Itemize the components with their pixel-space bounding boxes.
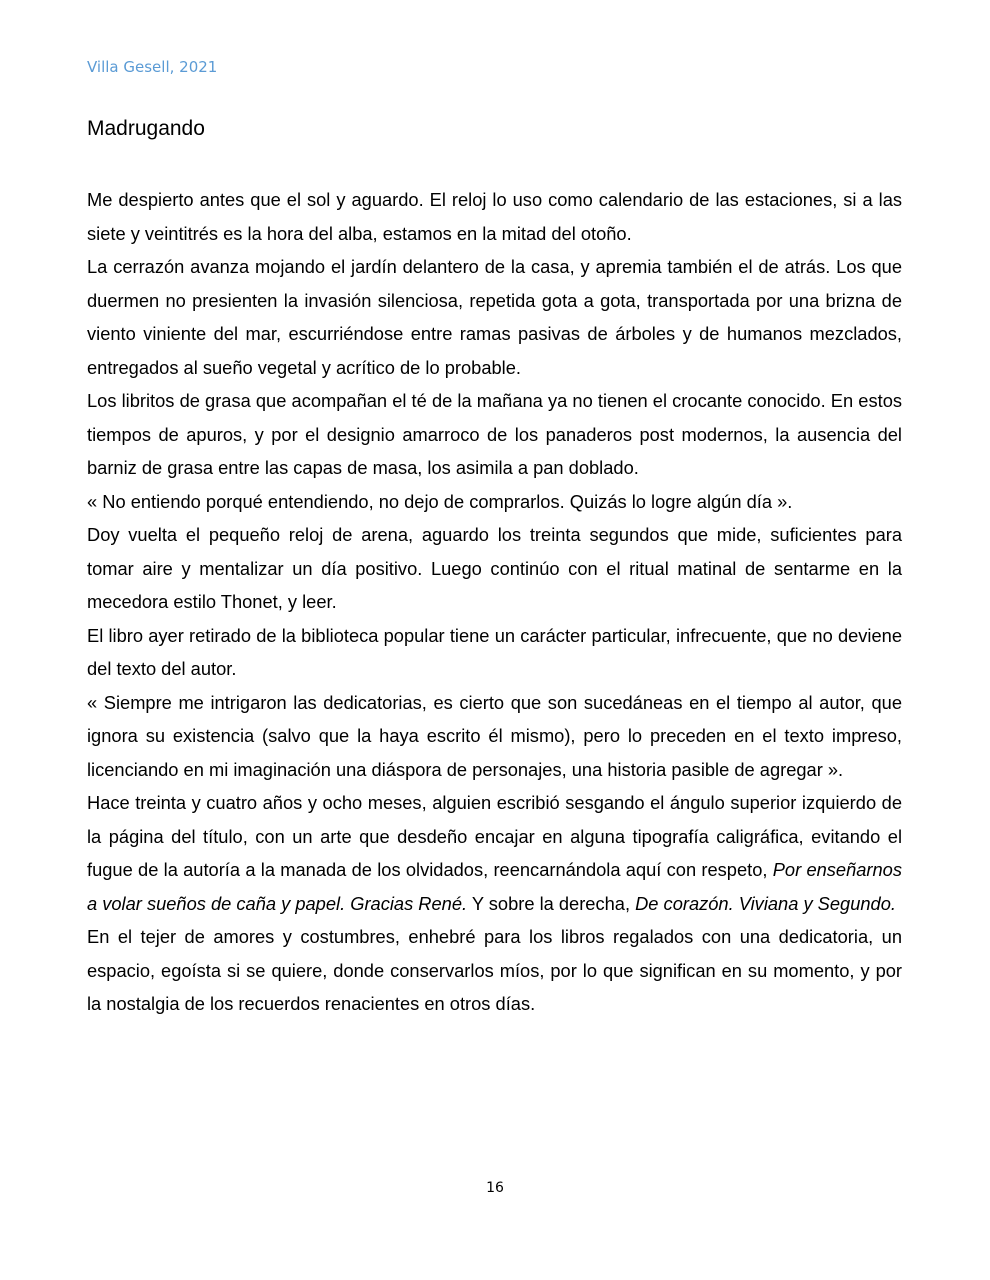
quote-paragraph: « No entiendo porqué entendiendo, no dejo de comprarlos. Quizás lo logre algún día ». <box>87 490 793 512</box>
body-text <box>87 183 902 1021</box>
page-number: 16 <box>486 1180 504 1196</box>
page-header: Villa Gesell, 2021 <box>87 58 218 76</box>
paragraph: El libro ayer retirado de la biblioteca popular tiene un carácter particular, infrecuente, que no deviene del texto del autor. <box>87 624 902 679</box>
dedication-lead-text: Hace treinta y cuatro años y ocho meses, alguien escribió sesgando el ángulo superior izquierdo de la página del título, con un arte que desdeño encajar en alguna tipografía caligráfica, evitando el fugue de la autoría a la manada de los olvidados, reencarnándola aquí con respeto, <box>87 792 902 880</box>
paragraph: Me despierto antes que el sol y aguardo. El reloj lo uso como calendario de las estaciones, si a las siete y veintitrés es la hora del alba, estamos en la mitad del otoño. <box>87 189 902 244</box>
dedication-middle-text: Y sobre la derecha, <box>467 892 636 914</box>
quote-paragraph: « Siempre me intrigaron las dedicatorias, es cierto que son sucedáneas en el tiempo al autor, que ignora su existencia (salvo que la haya escrito él mismo), pero lo preceden en el texto impreso, licenciando en mi imaginación una diáspora de personajes, una historia pasible de agregar ». <box>87 691 902 780</box>
chapter-title: Madrugando <box>87 117 205 140</box>
paragraph: Doy vuelta el pequeño reloj de arena, aguardo los treinta segundos que mide, suficientes para tomar aire y mentalizar un día positivo. Luego continúo con el ritual matinal de sentarme en la mecedora estilo Thonet, y leer. <box>87 524 902 612</box>
dedication-paragraph <box>87 786 902 920</box>
dedication-quote-2: De corazón. Viviana y Segundo. <box>635 892 896 914</box>
paragraph: En el tejer de amores y costumbres, enhebré para los libros regalados con una dedicatoria, un espacio, egoísta si se quiere, donde conservarlos míos, por lo que significan en su momento, y por la nostalgia de los recuerdos renacientes en otros días. <box>87 926 902 1014</box>
paragraph: Los libritos de grasa que acompañan el té de la mañana ya no tienen el crocante conocido. En estos tiempos de apuros, y por el designio amarroco de los panaderos post modernos, la ausencia del barniz de grasa entre las capas de masa, los asimila a pan doblado. <box>87 390 902 478</box>
paragraph: La cerrazón avanza mojando el jardín delantero de la casa, y apremia también el de atrás. Los que duermen no presienten la invasión silenciosa, repetida gota a gota, transportada por una brizna de viento viniente del mar, escurriéndose entre ramas pasivas de árboles y de humanos mezclados, entregados al sueño vegetal y acrítico de lo probable. <box>87 256 902 378</box>
dedication-quote-1: Por enseñarnos a volar sueños de caña y papel. Gracias René. <box>87 859 902 914</box>
